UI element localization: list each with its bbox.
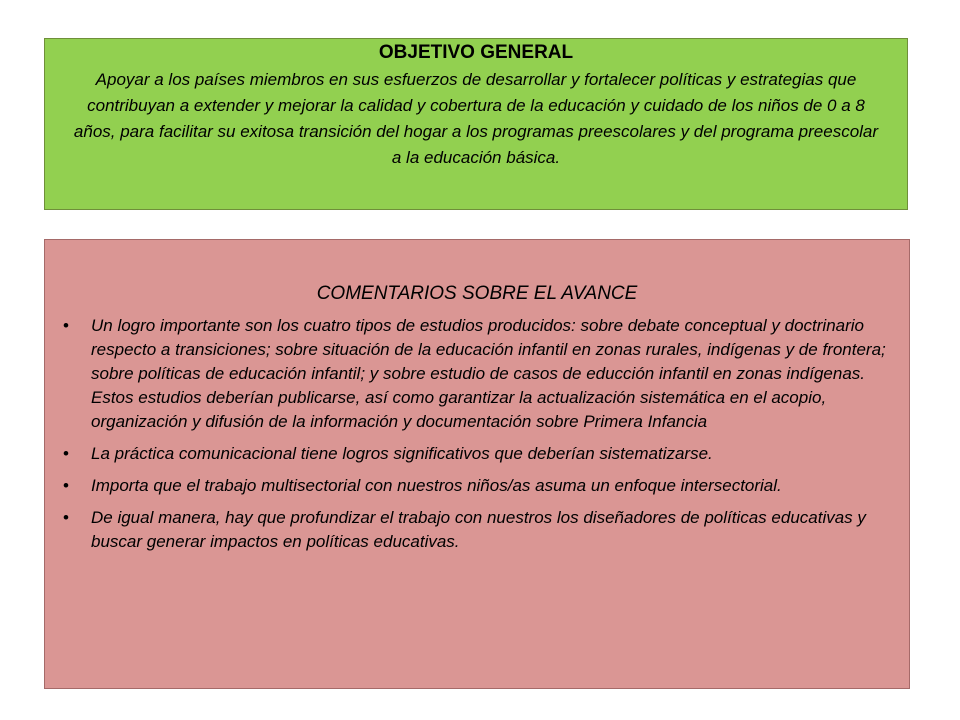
bullet-icon: • (63, 476, 69, 495)
comentario-text-3: Importa que el trabajo multisectorial con nuestros niños/as asuma un enfoque intersectorial. (91, 476, 782, 495)
comentarios-box (44, 239, 910, 689)
objetivo-general-title: OBJETIVO GENERAL (378, 42, 574, 63)
comentario-item-1 (59, 314, 895, 434)
comentario-item-4 (59, 506, 895, 554)
bullet-icon: • (63, 316, 69, 335)
comentario-text-4: De igual manera, hay que profundizar el trabajo con nuestros los diseñadores de políticas educativas y buscar generar impactos en políticas educativas. (91, 508, 866, 551)
objetivo-general-box (44, 38, 908, 210)
bullet-icon: • (63, 508, 69, 527)
objetivo-general-text: Apoyar a los países miembros en sus esfuerzos de desarrollar y fortalecer políticas y estrategias que contribuyan a extender y mejorar la calidad y cobertura de la educación y cuidado de los niños de 0 a 8 años, para facilitar su exitosa transición del hogar a los programas preescolares y del programa preescolar a la educación básica. (73, 70, 879, 167)
comentarios-title: COMENTARIOS SOBRE EL AVANCE (316, 283, 638, 304)
comentario-text-2: La práctica comunicacional tiene logros significativos que deberían sistematizarse. (91, 444, 713, 463)
comentario-item-3 (59, 474, 895, 498)
comentario-text-1: Un logro importante son los cuatro tipos de estudios producidos: sobre debate conceptual y doctrinario respecto a transiciones; sobre situación de la educación infantil en zonas rurales, indígenas y de frontera; sobre políticas de educación infantil; y sobre estudio de casos de educción infantil en zonas indígenas. Estos estudios deberían publicarse, así como garantizar la actualización sistemática en el acopio, organización y difusión de la información y documentación sobre Primera Infancia (91, 316, 886, 431)
comentario-item-2 (59, 442, 895, 466)
bullet-icon: • (63, 444, 69, 463)
comentarios-list (59, 314, 895, 554)
